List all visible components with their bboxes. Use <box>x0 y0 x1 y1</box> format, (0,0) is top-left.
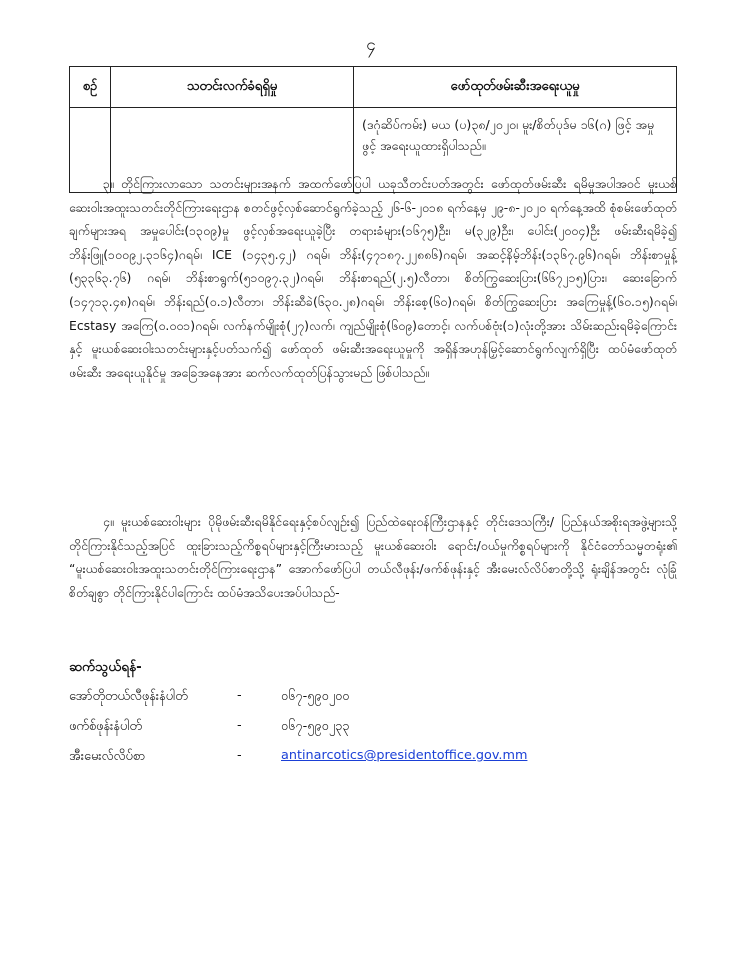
paragraph-3: ၃။ တိုင်ကြားလာသော သတင်းများအနက် အထက်ဖော်ပြပါ ယခုသီတင်းပတ်အတွင်း ဖော်ထုတ်ဖမ်းဆီး ရမိမှုအပါအဝင် မူးယစ်ဆေးဝါးအထူးသတင်းတိုင်ကြားရေးဌာန စတင်ဖွင့်လှစ်ဆောင်ရွက်ခဲ့သည့် ၂၆-၆-၂၀၁၈ ရက်နေ့မှ ၂၉-၈-၂၀၂၀ ရက်နေ့အထိ စုံစမ်းဖော်ထုတ်ချက်များအရ အမှုပေါင်း(၁၃၀၉)မှု ဖွင့်လှစ်အရေးယူခဲ့ပြီး တရားခံများ(၁၆၇၅)ဦး၊ မ(၃၂၉)ဦး၊ ပေါင်း(၂၀၀၄)ဦး ဖမ်းဆီးရမိခဲ့၍ ဘိန်းဖြူ(၁၀၀၉၂.၃၁၆၄)ဂရမ်၊ ICE (၁၄၃၅.၄၂) ဂရမ်၊ ဘိန်း(၄၇၁၈၇.၂၂၈၈၆)ဂရမ်၊ အဆင့်နိမ့်ဘိန်း(၁၃၆၇.၉၆)ဂရမ်၊ ဘိန်းစာမှုန့် (၅၃၃၆၃.၇၆) ဂရမ်၊ ဘိန်းစာရွက်(၅၁၀၉၇.၃၂)ဂရမ်၊ ဘိန်းစာရည်(၂.၅)လီတာ၊ စိတ်ကြွဆေးပြား(၆၆၇၂၁၅)ပြား၊ ဆေးခြောက် (၁၄၇၁၃.၄၈)ဂရမ်၊ ဘိန်းရည်(၀.၁)လီတာ၊ ဘိန်းဆီခဲ(၆၃၀.၂၈)ဂရမ်၊ ဘိန်းစေ့(၆၀)ဂရမ်၊ စိတ်ကြွဆေးပြား အကြေမှုန့်(၆၀.၁၅)ဂရမ်၊ Ecstasy အကြေ(၀.၀၀၁)ဂရမ်၊ လက်နက်မျိုးစုံ(၂၇)လက်၊ ကျည်မျိုးစုံ(၆၀၉)တောင့်၊ လက်ပစ်ဗုံး(၁)လုံးတို့အား သိမ်းဆည်းရမိခဲ့ကြောင်းနှင့် မူးယစ်ဆေးဝါးသတင်းများနှင့်ပတ်သက်၍ ဖော်ထုတ် ဖမ်းဆီးအရေးယူမှုကို အရှိန်အဟုန်မြှင့်ဆောင်ရွက်လျက်ရှိပြီး ထပ်မံဖော်ထုတ်ဖမ်းဆီး အရေးယူနိုင်မှု အခြေအနေအား ဆက်လက်ထုတ်ပြန်သွားမည် ဖြစ်ပါသည်။ <box>69 176 677 380</box>
phone-label: အော်တိုတယ်လီဖုန်းနံပါတ် <box>69 689 188 704</box>
email-label: အီးမေးလ်လိပ်စာ <box>69 749 146 764</box>
separator-dash: - <box>237 688 242 703</box>
page-number: ၄ <box>366 35 376 55</box>
header-action-taken: ဖော်ထုတ်ဖမ်းဆီးအရေးယူမှု <box>354 67 677 108</box>
header-serial: စဉ် <box>70 67 111 108</box>
fax-number: ၀၆၇-၅၉၀၂၃၃ <box>281 719 350 734</box>
contact-row-email <box>69 748 669 772</box>
email-link[interactable]: antinarcotics@presidentoffice.gov.mm <box>281 748 528 763</box>
phone-number: ၀၆၇-၅၉၀၂၀၀ <box>281 689 350 704</box>
fax-label: ဖက်စ်ဖုန်းနံပါတ် <box>69 719 142 734</box>
contact-heading: ဆက်သွယ်ရန်- <box>69 659 142 675</box>
separator-dash: - <box>237 748 242 763</box>
cell-action-taken: (ဒဂုံဆိပ်ကမ်း) မယ (ပ)၃၈/၂၀၂၀၊ မူး/စိတ်ပုဒ်မ ၁၆(ဂ) ဖြင့် အမှုဖွင့် အရေးယူထားရှိပါသည်။ <box>354 108 677 193</box>
paragraph-4: ၄။ မူးယစ်ဆေးဝါးများ ပိုမိုဖမ်းဆီးရမိနိုင်ရေးနှင့်စပ်လျဉ်း၍ ပြည်ထဲရေးဝန်ကြီးဌာနနှင့် တိုင်းဒေသကြီး/ ပြည်နယ်အစိုးရအဖွဲ့များသို့ တိုင်ကြားနိုင်သည့်အပြင် ထူးခြားသည့်ကိစ္စရပ်များနှင့်ကြီးမားသည့် မူးယစ်ဆေးဝါး ရောင်း/ဝယ်မှုကိစ္စရပ်များကို နိုင်ငံတော်သမ္မတရုံး၏ “မူးယစ်ဆေးဝါးအထူးသတင်းတိုင်ကြားရေးဌာန” အောက်ဖော်ပြပါ တယ်လီဖုန်း/ဖက်စ်ဖုန်းနှင့် အီးမေးလ်လိပ်စာတို့သို့ ရုံးချိန်အတွင်း လုံခြုံစိတ်ချစွာ တိုင်ကြားနိုင်ပါကြောင်း ထပ်မံအသိပေးအပ်ပါသည်- <box>69 514 677 600</box>
separator-dash: - <box>237 718 242 733</box>
header-information-received: သတင်းလက်ခံရရှိမှု <box>111 67 354 108</box>
table-header-row <box>70 67 677 108</box>
contact-row-fax <box>69 718 669 742</box>
contact-row-phone <box>69 688 669 712</box>
